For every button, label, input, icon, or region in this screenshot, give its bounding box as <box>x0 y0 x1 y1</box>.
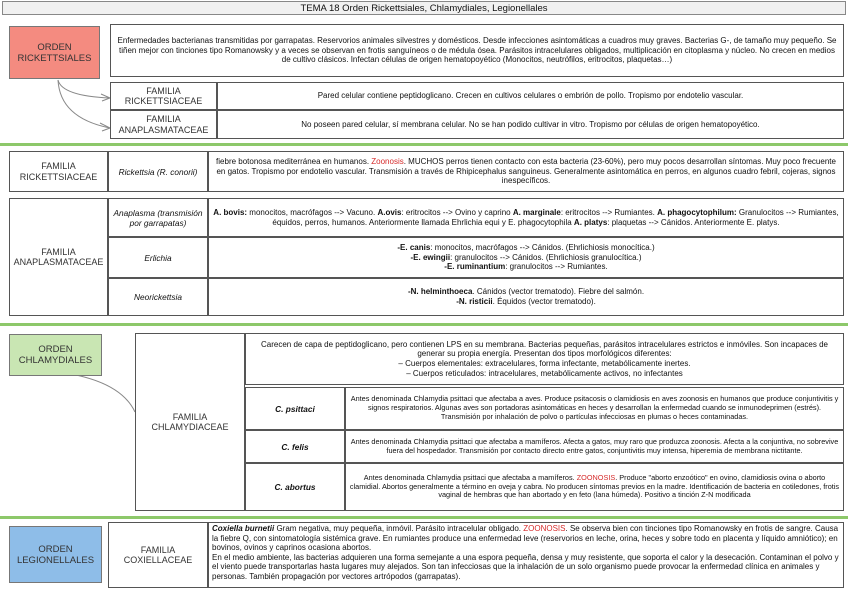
anaplasmataceae-family-label: FAMILIA ANAPLASMATACEAE <box>9 198 108 316</box>
erlichia-genus: Erlichia <box>108 237 208 278</box>
rickettsiales-description: Enfermedades bacterianas transmitidas por garrapatas. Reservorios animales silvestres y domésticos. Desde infecciones asintomáticas a cuadros muy graves. Bacterias G-, de tamaño muy pequeño. Se tiñen mejor con tinciones tipo Romanowsky y a veces se observan en frotis sanguíneos o de médula ósea. Parásitos intracelulares obligados, multiplicación en citoplasma y núcleo. No crecen en medios de cultivo clásicos. Infectan células de origen hematopoyético (Monocitos, neutrófilos, eritrocitos, plaquetas…) <box>110 24 844 77</box>
anaplasmataceae-label: FAMILIA ANAPLASMATACEAE <box>110 110 217 139</box>
c-felis-name: C. felis <box>245 430 345 463</box>
neorickettsia-description: -N. helminthoeca. Cánidos (vector trematodo). Fiebre del salmón. -N. risticii. Équidos (vector trematodo). <box>208 278 844 316</box>
anaplasma-genus: Anaplasma (transmisión por garrapatas) <box>108 198 208 237</box>
anaplasmataceae-summary: No poseen pared celular, sí membrana celular. No se han podido cultivar in vitro. Tropismo por células de origen hematopoyético. <box>217 110 844 139</box>
page-title: TEMA 18 Orden Rickettsiales, Chlamydiales, Legionellales <box>2 1 846 15</box>
zoonosis-tag: Zoonosis <box>371 157 404 167</box>
c-felis-description: Antes denominada Chlamydia psittaci que afectaba a mamíferos. Afecta a gatos, muy raro que produzca zoonosis. Afecta a la conjuntiva, no sobrevive fuera del hospedador. Transmisión por contacto directo entre gatos, conjuntivitis muy intensa, hiperemia de membrana nictitante. <box>345 430 844 463</box>
zoonosis-tag: ZOONOSIS <box>576 472 616 482</box>
orden-chlamydiales-label: ORDEN CHLAMYDIALES <box>9 334 102 376</box>
rickettsiaceae-family-label: FAMILIA RICKETTSIACEAE <box>9 151 108 192</box>
divider <box>0 143 848 146</box>
neorickettsia-genus: Neorickettsia <box>108 278 208 316</box>
erlichia-description: -E. canis: monocitos, macrófagos --> Cánidos. (Ehrlichiosis monocítica.) -E. ewingii: granulocitos --> Cánidos. (Ehrlichiosis granulocítica.) -E. ruminantium: granulocitos --> Rumiantes. <box>208 237 844 278</box>
chlamydiaceae-description: Carecen de capa de peptidoglicano, pero contienen LPS en su membrana. Bacterias pequeñas, parásitos intracelulares estrictos e inmóviles. Son incapaces de generar su propia energía. Presentan dos tipos morfológicos diferentes: – Cuerpos elementales: extracelulares, forma infectante, metabólicamente inertes. – Cuerpos reticulados: intracelulares, metabólicamente activos, no infectantes <box>245 333 844 385</box>
coxiella-description: Coxiella burnetii Gram negativa, muy pequeña, inmóvil. Parásito intracelular obligado. ZOONOSIS. Se observa bien con tinciones tipo Romanowsky en frotis de sangre. Causa la fiebre Q, con sintomatología sistémica grave. En rumiantes produce una enfermedad leve (reservorios en leche, orina, heces y sobre todo en placenta y líquido amniótico); en bovinos, ovinos y caprinos ocasiona abortos. En el medio ambiente, las bacterias adquieren una forma semejante a una espora pequeña, densa y muy resistente, que soporta el calor y la desecación. Contaminan el polvo y el viento puede transportarlas hasta lugares muy alejados. Son tan infecciosas que la inhalación de un solo organismo puede provocar la enfermedad clínica en animales y personas. También propagación por vectores artrópodos (garrapatas). <box>208 522 844 588</box>
divider <box>0 516 848 519</box>
rickettsia-description: fiebre botonosa mediterránea en humanos. Zoonosis. MUCHOS perros tienen contacto con esta bacteria (23-60%), pero muy pocos desarrollan síntomas. Muy poco frecuente en gatos. Tropismo por endotelio vascular. Transmisión a través de Rhipicephalus sanguineus. Generalmente asintomática en perros, en algunos cuadro febril, cojeras, signos inespecíficos. <box>208 151 844 192</box>
orden-legionellales-label: ORDEN LEGIONELLALES <box>9 526 102 583</box>
c-psittaci-name: C. psittaci <box>245 387 345 430</box>
rickettsiaceae-summary: Pared celular contiene peptidoglicano. Crecen en cultivos celulares o embrión de pollo. Tropismo por endotelio vascular. <box>217 82 844 110</box>
orden-rickettsiales-label: ORDEN RICKETTSIALES <box>9 26 100 79</box>
c-psittaci-description: Antes denominada Chlamydia psittaci que afectaba a aves. Produce psitacosis o clamidiosis en aves zoonosis en humanos que produce conjuntivitis y signos respiratorios. Algunas aves son portadoras asintomáticas en heces y desarrollan la enfermedad cuando se inmunodeprimen (estrés). Transmisión por inhalación de polvo o partículas infecciosas en plumas o heces contaminadas. <box>345 387 844 430</box>
anaplasma-description: A. bovis: monocitos, macrófagos --> Vacuno. A.ovis: eritrocitos --> Ovino y caprino A. marginale: eritrocitos --> Rumiantes. A. phagocytophilum: Granulocitos --> Rumiantes, équidos, perros, humanos. Anteriormente llamada Ehrlichia equi y E. phagocytophila A. platys: plaquetas --> Cánidos. Anteriormente E. platys. <box>208 198 844 237</box>
zoonosis-tag: ZOONOSIS <box>523 524 566 533</box>
c-abortus-description: Antes denominada Chlamydia psittaci que afectaba a mamíferos. ZOONOSIS. Produce "aborto enzoótico" en ovino, clamidiosis ovina o aborto clamidial. Abortos generalmente a término en oveja y cabra. No producen síntomas previos en la madre. Identificación de bacteria en cotiledones, frotis vaginal de hembras que han abortado y en feto (lana húmeda). Positivo a tinción Z-N modificada <box>345 463 844 511</box>
rickettsia-species: Rickettsia (R. conorii) <box>108 151 208 192</box>
rickettsiaceae-label: FAMILIA RICKETTSIACEAE <box>110 82 217 110</box>
chlamydiaceae-label: FAMILIA CHLAMYDIACEAE <box>135 333 245 511</box>
coxiellaceae-label: FAMILIA COXIELLACEAE <box>108 522 208 588</box>
c-abortus-name: C. abortus <box>245 463 345 511</box>
divider <box>0 323 848 326</box>
